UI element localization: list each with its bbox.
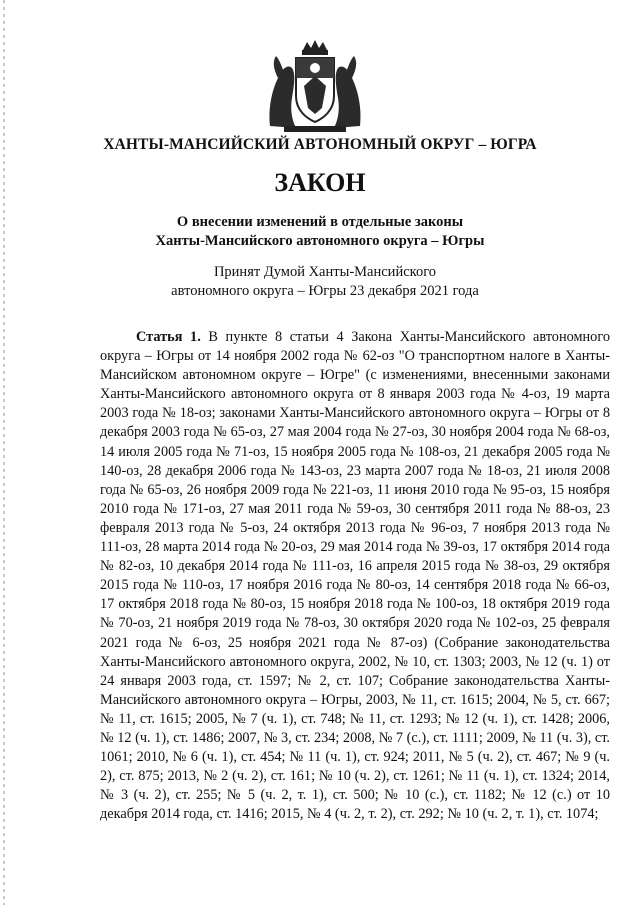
region-heading: ХАНТЫ-МАНСИЙСКИЙ АВТОНОМНЫЙ ОКРУГ – ЮГРА	[103, 136, 537, 153]
article-1-text: В пункте 8 статьи 4 Закона Ханты-Мансийского автономного округа – Югры от 14 ноября 2002 года № 62-оз "О транспортном налоге в Ханты-Мансийском автономном округе – Югре" (с изменениями, внесенными законами Ханты-Мансийского автономного округа от 8 января 2003 года № 4-оз, 19 марта 2003 года № 18-оз; законами Ханты-Мансийского автономного округа – Югры от 8 декабря 2003 года № 65-оз, 27 мая 2004 года № 27-оз, 30 ноября 2004 года № 68-оз, 14 июля 2005 года № 71-оз, 15 ноября 2005 года № 108-оз, 21 декабря 2005 года № 140-оз, 28 декабря 2006 года № 143-оз, 23 марта 2007 года № 18-оз, 21 июля 2008 года № 65-оз, 26 ноября 2009 года № 221-оз, 11 июня 2010 года № 95-оз, 15 ноября 2010 года № 171-оз, 27 мая 2011 года № 59-оз, 30 сентября 2011 года № 88-оз, 23 февраля 2013 года № 5-оз, 24 октября 2013 года № 96-оз, 7 ноября 2013 года № 111-оз, 28 марта 2014 года № 20-оз, 29 мая 2014 года № 39-оз, 17 октября 2014 года № 82-оз, 10 декабря 2014 года № 111-оз, 16 апреля 2015 года № 38-оз, 29 октября 2015 года № 110-оз, 17 ноября 2016 года № 80-оз, 14 сентября 2018 года № 66-оз, 17 октября 2018 года № 80-оз, 15 ноября 2018 года № 100-оз, 18 октября 2019 года № 70-оз, 21 ноября 2019 года № 78-оз, 30 октября 2020 года № 102-оз, 25 февраля 2021 года № 6-оз, 25 ноября 2021 года № 87-оз) (Собрание законодательства Ханты-Мансийского автономного округа, 2002, № 10, ст. 1303; 2003, № 12 (ч. 1) от 24 января 2003 года, ст. 1597; № 2, ст. 107; Собрание законодательства Ханты-Мансийского автономного округа – Югры, 2003, № 11, ст. 1615; 2004, № 5, ст. 667; № 11, ст. 1615; 2005, № 7 (ч. 1), ст. 748; № 11, ст. 1293; № 12 (ч. 1), ст. 1428; 2006, № 12 (ч. 1), ст. 1486; 2007, № 3, ст. 234; 2008, № 7 (с.), ст. 1111; 2009, № 11 (ч. 3), ст. 1061; 2010, № 6 (ч. 1), ст. 454; № 11 (ч. 1), ст. 924; 2011, № 5 (ч. 2), ст. 467; № 9 (ч. 2), ст. 875; 2013, № 2 (ч. 2), ст. 161; № 10 (ч. 2), ст. 1261; № 11 (ч. 1), ст. 1324; 2014, № 3 (ч. 2), ст. 255; № 5 (ч. 2, т. 1), ст. 500; № 10 (с.), ст. 1182; № 12 (с.) от 10 декабря 2014 года, ст. 1416; 2015, № 4 (ч. 2, т. 2), ст. 292; № 10 (ч. 2, т. 1), ст. 1074;	[100, 329, 610, 823]
adoption-statement	[100, 263, 550, 301]
article-1-label: Статья 1.	[136, 329, 201, 345]
adoption-line-1: Принят Думой Ханты-Мансийского	[213, 264, 437, 280]
document-type-title: ЗАКОН	[274, 168, 366, 197]
law-subject	[100, 213, 540, 251]
article-1-paragraph	[100, 328, 610, 824]
coat-of-arms-emblem	[262, 38, 368, 136]
adoption-line-2: автономного округа – Югры 23 декабря 2021 года	[171, 283, 479, 299]
law-subject-line-2: Ханты-Мансийского автономного округа – Югры	[155, 233, 485, 249]
law-subject-line-1: О внесении изменений в отдельные законы	[176, 214, 464, 230]
